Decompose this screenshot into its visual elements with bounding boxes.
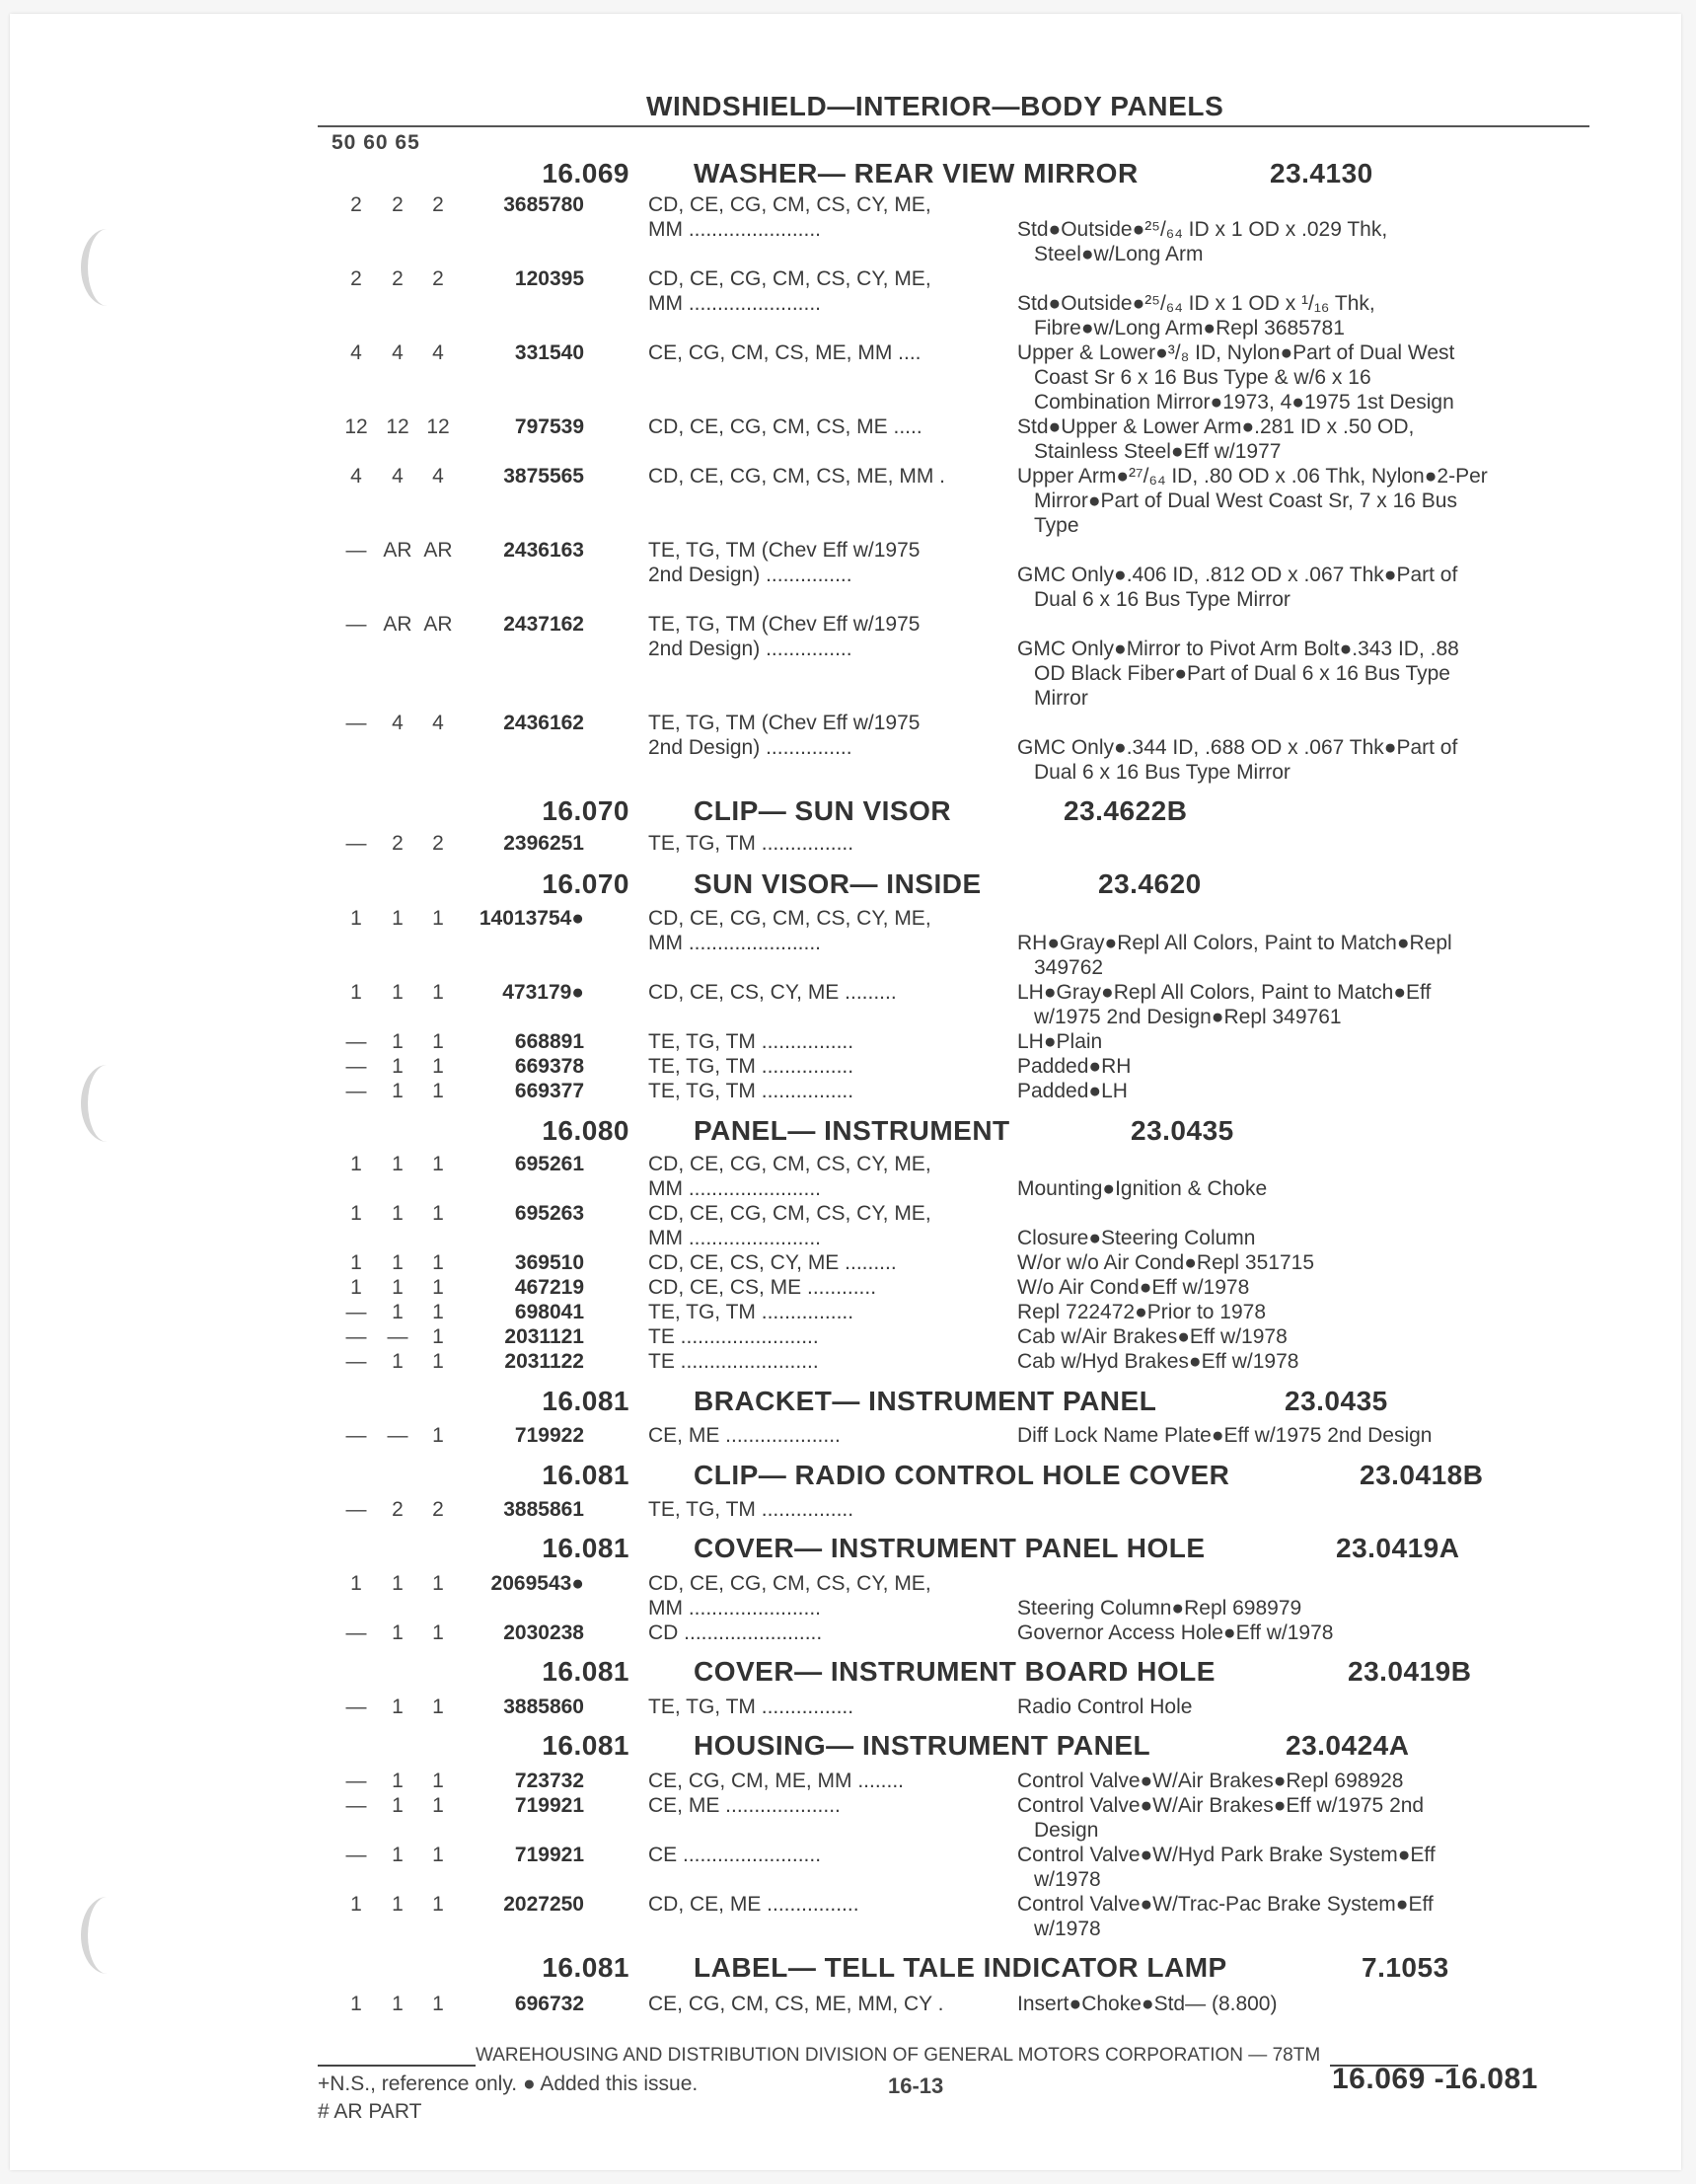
section-code: 23.4622B	[1064, 795, 1188, 826]
part-number: 3885860	[503, 1695, 584, 1718]
part-description: Padded●LH	[1017, 1080, 1128, 1102]
qty-1950: —	[345, 1498, 367, 1521]
part-number: 719921	[514, 1794, 584, 1817]
group-number: 16.070	[542, 868, 629, 899]
part-number: 695263	[514, 1202, 584, 1225]
qty-1965: 1	[432, 981, 444, 1004]
qty-1950: —	[345, 1424, 367, 1447]
section-title: LABEL— TELL TALE INDICATOR LAMP	[694, 1952, 1227, 1983]
qty-1965: 2	[432, 1498, 444, 1521]
qty-1960: 4	[392, 341, 404, 364]
section-code: 7.1053	[1362, 1952, 1449, 1983]
qty-1965: 2	[432, 193, 444, 216]
part-description: LH●Plain	[1017, 1030, 1103, 1053]
part-description: W/or w/o Air Cond●Repl 351715	[1017, 1251, 1315, 1274]
qty-1960: 1	[392, 1621, 404, 1644]
qty-1950: —	[345, 1770, 367, 1792]
part-number: 473179●	[502, 981, 584, 1004]
qty-1960: 1	[392, 1202, 404, 1225]
qty-1960: 1	[392, 1080, 404, 1102]
qty-1965: 1	[432, 1276, 444, 1299]
model-codes: TE, TG, TM ................	[648, 1030, 854, 1053]
part-number: 719922	[514, 1424, 584, 1447]
header-rule	[318, 125, 1589, 127]
section-code: 23.4130	[1270, 158, 1373, 188]
footer-note-ns: +N.S., reference only. ● Added this issue.	[318, 2072, 699, 2095]
qty-1950: 1	[350, 1251, 362, 1274]
part-number: 2437162	[503, 613, 584, 636]
qty-1950: —	[345, 613, 367, 636]
part-description: Std●Outside●²⁵/₆₄ ID x 1 OD x .029 Thk, Steel●w/Long Arm	[1017, 218, 1388, 265]
part-number: 695261	[514, 1153, 584, 1175]
qty-1960: 1	[392, 907, 404, 930]
qty-1960: 2	[392, 193, 404, 216]
qty-1960: 1	[392, 1572, 404, 1595]
section-title: BRACKET— INSTRUMENT PANEL	[694, 1386, 1157, 1416]
model-codes: TE, TG, TM (Chev Eff w/1975 2nd Design) ...............	[648, 712, 921, 759]
qty-1950: 2	[350, 267, 362, 290]
model-codes: TE, TG, TM ................	[648, 1498, 854, 1521]
model-codes: TE, TG, TM ................	[648, 1055, 854, 1078]
model-codes: CD, CE, CG, CM, CS, ME, MM .	[648, 465, 946, 488]
qty-1960: 1	[392, 1893, 404, 1916]
qty-1965: 1	[432, 1770, 444, 1792]
section-title: HOUSING— INSTRUMENT PANEL	[694, 1730, 1151, 1761]
qty-1965: 1	[432, 1325, 444, 1348]
model-codes: CE ........................	[648, 1844, 822, 1866]
qty-1965: 1	[432, 1251, 444, 1274]
qty-1965: 1	[432, 1572, 444, 1595]
qty-1965: 1	[432, 1153, 444, 1175]
part-description: Mounting●Ignition & Choke	[1017, 1177, 1268, 1200]
section-title: CLIP— SUN VISOR	[694, 795, 952, 826]
model-codes: CE, CG, CM, ME, MM ........	[648, 1770, 905, 1792]
section-code: 23.0435	[1131, 1115, 1234, 1146]
model-codes: CE, ME ....................	[648, 1794, 841, 1817]
qty-1965: 1	[432, 1055, 444, 1078]
punch-hole	[81, 1065, 133, 1142]
part-number: 120395	[514, 267, 584, 290]
qty-1960: 1	[392, 1350, 404, 1373]
part-description: GMC Only●Mirror to Pivot Arm Bolt●.343 ID, .88 OD Black Fiber●Part of Dual 6 x 16 Bus Type Mirror	[1017, 638, 1459, 710]
part-description: Std●Outside●²⁵/₆₄ ID x 1 OD x ¹/₁₆ Thk, Fibre●w/Long Arm●Repl 3685781	[1017, 292, 1375, 339]
part-description: Cab w/Hyd Brakes●Eff w/1978	[1017, 1350, 1299, 1373]
part-number: 3875565	[503, 465, 584, 488]
group-number: 16.081	[542, 1386, 629, 1416]
model-codes: TE, TG, TM ................	[648, 1080, 854, 1102]
section-code: 23.0435	[1285, 1386, 1388, 1416]
qty-1960: 1	[392, 1695, 404, 1718]
qty-1965: 1	[432, 1080, 444, 1102]
section-title: CLIP— RADIO CONTROL HOLE COVER	[694, 1460, 1230, 1490]
qty-1960: —	[387, 1424, 408, 1447]
part-description: Diff Lock Name Plate●Eff w/1975 2nd Design	[1017, 1424, 1433, 1447]
qty-1965: 1	[432, 1621, 444, 1644]
qty-1950: 12	[344, 415, 368, 438]
section-code: 23.0419A	[1336, 1533, 1460, 1563]
part-number: 698041	[514, 1301, 584, 1323]
section-code: 23.0418B	[1360, 1460, 1484, 1490]
group-number: 16.081	[542, 1656, 629, 1687]
part-description: Control Valve●W/Hyd Park Brake System●Eff w/1978	[1017, 1844, 1436, 1891]
model-codes: CD, CE, CG, CM, CS, CY, ME, MM .......................	[648, 193, 931, 241]
qty-1960: —	[387, 1325, 408, 1348]
part-description: Upper & Lower●³/₈ ID, Nylon●Part of Dual West Coast Sr 6 x 16 Bus Type & w/6 x 16 Combination Mirror●1973, 4●1975 1st Design	[1017, 341, 1455, 414]
qty-1960: 2	[392, 832, 404, 855]
part-number: 331540	[514, 341, 584, 364]
group-number: 16.070	[542, 795, 629, 826]
part-number: 668891	[514, 1030, 584, 1053]
model-codes: TE, TG, TM ................	[648, 1695, 854, 1718]
qty-1960: 1	[392, 1993, 404, 2015]
qty-1950: 2	[350, 193, 362, 216]
model-codes: CD, CE, CG, CM, CS, CY, ME, MM .......................	[648, 267, 931, 315]
qty-1950: —	[345, 1030, 367, 1053]
punch-hole	[81, 229, 133, 306]
part-description: W/o Air Cond●Eff w/1978	[1017, 1276, 1250, 1299]
qty-1965: 1	[432, 1030, 444, 1053]
part-number: 2436162	[503, 712, 584, 734]
qty-1960: 1	[392, 981, 404, 1004]
qty-1965: 2	[432, 267, 444, 290]
qty-1965: 1	[432, 1424, 444, 1447]
column-years-header: 50 60 65	[332, 131, 420, 154]
part-number: 669378	[514, 1055, 584, 1078]
qty-1950: 4	[350, 341, 362, 364]
part-description: RH●Gray●Repl All Colors, Paint to Match●Repl 349762	[1017, 932, 1452, 979]
model-codes: CE, ME ....................	[648, 1424, 841, 1447]
qty-1950: —	[345, 712, 367, 734]
qty-1950: 4	[350, 465, 362, 488]
qty-1960: 1	[392, 1153, 404, 1175]
qty-1950: —	[345, 1080, 367, 1102]
qty-1950: 1	[350, 1153, 362, 1175]
part-number: 3885861	[503, 1498, 584, 1521]
qty-1965: AR	[423, 539, 453, 562]
section-title: SUN VISOR— INSIDE	[694, 868, 982, 899]
footer-note-ar: # AR PART	[318, 2100, 422, 2123]
model-codes: CD, CE, CG, CM, CS, CY, ME, MM .......................	[648, 1572, 931, 1619]
model-codes: CD ........................	[648, 1621, 823, 1644]
part-description: Cab w/Air Brakes●Eff w/1978	[1017, 1325, 1288, 1348]
qty-1950: —	[345, 1055, 367, 1078]
part-description: Std●Upper & Lower Arm●.281 ID x .50 OD, Stainless Steel●Eff w/1977	[1017, 415, 1415, 463]
qty-1965: 12	[426, 415, 450, 438]
qty-1950: —	[345, 1695, 367, 1718]
part-description: Control Valve●W/Air Brakes●Repl 698928	[1017, 1770, 1404, 1792]
qty-1965: 1	[432, 1202, 444, 1225]
model-codes: TE, TG, TM ................	[648, 1301, 854, 1323]
part-number: 2069543●	[490, 1572, 584, 1595]
model-codes: CD, CE, CG, CM, CS, CY, ME, MM .......................	[648, 907, 931, 954]
qty-1965: 4	[432, 712, 444, 734]
qty-1960: 2	[392, 267, 404, 290]
qty-1950: —	[345, 539, 367, 562]
qty-1950: 1	[350, 1572, 362, 1595]
part-description: Padded●RH	[1017, 1055, 1132, 1078]
part-number: 696732	[514, 1993, 584, 2015]
part-number: 2031121	[504, 1325, 584, 1348]
qty-1950: —	[345, 1621, 367, 1644]
qty-1960: 1	[392, 1770, 404, 1792]
qty-1960: 1	[392, 1251, 404, 1274]
section-title: COVER— INSTRUMENT BOARD HOLE	[694, 1656, 1216, 1687]
part-description: GMC Only●.406 ID, .812 OD x .067 Thk●Part of Dual 6 x 16 Bus Type Mirror	[1017, 564, 1458, 611]
model-codes: TE, TG, TM (Chev Eff w/1975 2nd Design) ...............	[648, 539, 921, 586]
qty-1950: —	[345, 1794, 367, 1817]
qty-1960: AR	[383, 539, 412, 562]
qty-1950: —	[345, 832, 367, 855]
qty-1965: 1	[432, 1844, 444, 1866]
qty-1960: 4	[392, 712, 404, 734]
qty-1960: 2	[392, 1498, 404, 1521]
group-number: 16.069	[542, 158, 629, 188]
qty-1965: 1	[432, 907, 444, 930]
part-description: GMC Only●.344 ID, .688 OD x .067 Thk●Part of Dual 6 x 16 Bus Type Mirror	[1017, 736, 1458, 784]
model-codes: CD, CE, CG, CM, CS, ME .....	[648, 415, 922, 438]
section-title: PANEL— INSTRUMENT	[694, 1115, 1010, 1146]
qty-1965: AR	[423, 613, 453, 636]
qty-1965: 4	[432, 341, 444, 364]
qty-1965: 1	[432, 1993, 444, 2015]
part-description: Insert●Choke●Std— (8.800)	[1017, 1993, 1278, 2015]
part-description: Closure●Steering Column	[1017, 1227, 1256, 1249]
qty-1960: 1	[392, 1794, 404, 1817]
section-title: COVER— INSTRUMENT PANEL HOLE	[694, 1533, 1206, 1563]
qty-1965: 1	[432, 1695, 444, 1718]
qty-1950: —	[345, 1844, 367, 1866]
qty-1960: AR	[383, 613, 412, 636]
group-number: 16.081	[542, 1460, 629, 1490]
group-number: 16.080	[542, 1115, 629, 1146]
qty-1960: 1	[392, 1276, 404, 1299]
group-number: 16.081	[542, 1730, 629, 1761]
model-codes: TE ........................	[648, 1350, 819, 1373]
qty-1950: 1	[350, 1202, 362, 1225]
part-number: 797539	[514, 415, 584, 438]
qty-1950: —	[345, 1350, 367, 1373]
model-codes: TE, TG, TM (Chev Eff w/1975 2nd Design) ...............	[648, 613, 921, 660]
model-codes: TE ........................	[648, 1325, 819, 1348]
group-number: 16.081	[542, 1952, 629, 1983]
model-codes: CD, CE, ME ................	[648, 1893, 859, 1916]
qty-1950: 1	[350, 907, 362, 930]
model-codes: CE, CG, CM, CS, ME, MM ....	[648, 341, 922, 364]
qty-1965: 1	[432, 1794, 444, 1817]
model-codes: TE, TG, TM ................	[648, 832, 854, 855]
model-codes: CD, CE, CG, CM, CS, CY, ME, MM .......................	[648, 1202, 931, 1249]
part-number: 2031122	[504, 1350, 584, 1373]
model-codes: CD, CE, CS, ME ............	[648, 1276, 877, 1299]
section-code: 23.0424A	[1286, 1730, 1410, 1761]
model-codes: CE, CG, CM, CS, ME, MM, CY .	[648, 1993, 944, 2015]
part-number: 669377	[514, 1080, 584, 1102]
page-range: 16.069 -16.081	[1332, 2063, 1538, 2095]
qty-1960: 1	[392, 1030, 404, 1053]
part-description: Steering Column●Repl 698979	[1017, 1597, 1302, 1619]
qty-1965: 4	[432, 465, 444, 488]
qty-1965: 2	[432, 832, 444, 855]
punch-hole	[81, 1897, 133, 1974]
page-number: 16-13	[888, 2073, 944, 2098]
qty-1965: 1	[432, 1350, 444, 1373]
part-number: 2030238	[503, 1621, 584, 1644]
qty-1950: 1	[350, 1993, 362, 2015]
qty-1950: —	[345, 1301, 367, 1323]
part-description: Radio Control Hole	[1017, 1695, 1193, 1718]
page-header: WINDSHIELD—INTERIOR—BODY PANELS	[646, 91, 1224, 121]
part-number: 369510	[514, 1251, 584, 1274]
part-number: 3685780	[503, 193, 584, 216]
footer-division: WAREHOUSING AND DISTRIBUTION DIVISION OF GENERAL MOTORS CORPORATION — 78TM	[318, 2045, 1458, 2067]
part-number: 467219	[514, 1276, 584, 1299]
part-description: Upper Arm●²⁷/₆₄ ID, .80 OD x .06 Thk, Nylon●2-Per Mirror●Part of Dual West Coast Sr, 7 x 16 Bus Type	[1017, 465, 1488, 537]
qty-1960: 1	[392, 1055, 404, 1078]
part-description: Governor Access Hole●Eff w/1978	[1017, 1621, 1334, 1644]
part-description: Control Valve●W/Trac-Pac Brake System●Eff w/1978	[1017, 1893, 1434, 1940]
section-code: 23.4620	[1098, 868, 1202, 899]
part-number: 2027250	[503, 1893, 584, 1916]
qty-1965: 1	[432, 1301, 444, 1323]
footer-rule	[318, 2065, 476, 2067]
qty-1960: 1	[392, 1844, 404, 1866]
part-description: Control Valve●W/Air Brakes●Eff w/1975 2nd Design	[1017, 1794, 1425, 1842]
part-number: 719921	[514, 1844, 584, 1866]
part-number: 2396251	[503, 832, 584, 855]
section-code: 23.0419B	[1348, 1656, 1472, 1687]
part-number: 2436163	[503, 539, 584, 562]
group-number: 16.081	[542, 1533, 629, 1563]
qty-1960: 1	[392, 1301, 404, 1323]
qty-1960: 4	[392, 465, 404, 488]
part-description: Repl 722472●Prior to 1978	[1017, 1301, 1267, 1323]
model-codes: CD, CE, CS, CY, ME .........	[648, 981, 897, 1004]
qty-1950: 1	[350, 1893, 362, 1916]
qty-1965: 1	[432, 1893, 444, 1916]
qty-1960: 12	[386, 415, 409, 438]
qty-1950: —	[345, 1325, 367, 1348]
part-number: 14013754●	[479, 907, 584, 930]
part-number: 723732	[514, 1770, 584, 1792]
model-codes: CD, CE, CS, CY, ME .........	[648, 1251, 897, 1274]
model-codes: CD, CE, CG, CM, CS, CY, ME, MM .......................	[648, 1153, 931, 1200]
qty-1950: 1	[350, 981, 362, 1004]
part-description: LH●Gray●Repl All Colors, Paint to Match●Eff w/1975 2nd Design●Repl 349761	[1017, 981, 1432, 1028]
section-title: WASHER— REAR VIEW MIRROR	[694, 158, 1139, 188]
qty-1950: 1	[350, 1276, 362, 1299]
